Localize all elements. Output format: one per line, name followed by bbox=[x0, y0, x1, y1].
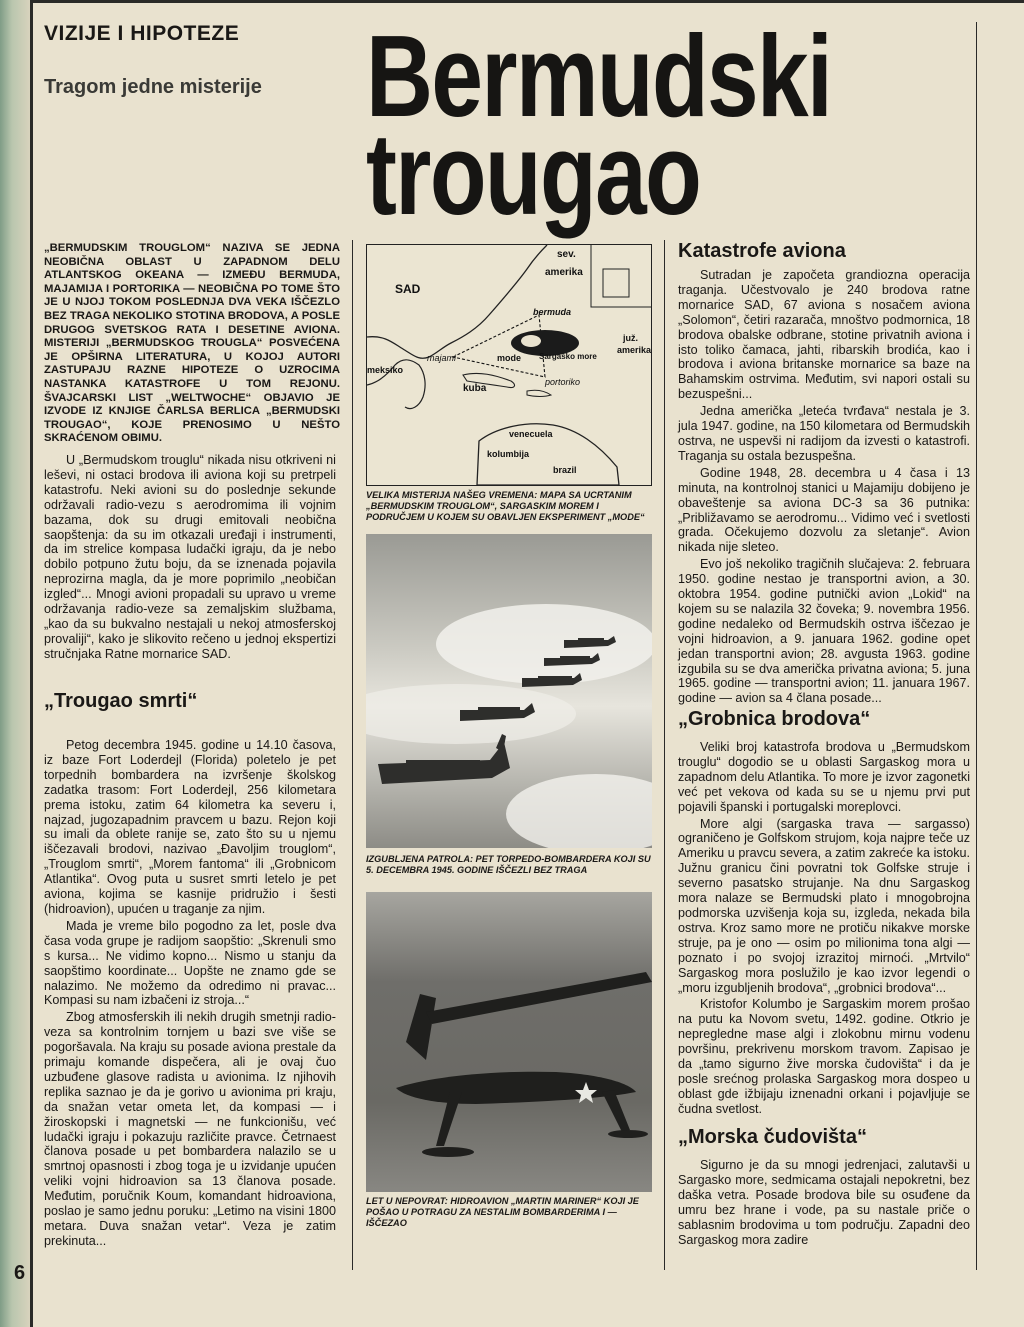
section-label: VIZIJE I HIPOTEZE bbox=[44, 22, 240, 45]
page-number: 6 bbox=[14, 1262, 26, 1284]
paragraph: Evo još nekoliko tragičnih slučajeva: 2. februara 1950. godine nestao je transportni avion, a 30. oktobra 1954. godine putnički avion „Lokid“ na kojem su se nalazila 32 čoveka; 9. novembra 1956. godine nedaleko od Bermudskih ostrva iščezao je vojni hidroavion, a 9. januara 1962. godine opet jedan transportni avion; 28. avgusta 1963. godine izgubila su se dva američka privatna aviona; 5. juna 1965. godine — transportni avion; 11. januara 1967. godine — avion sa 4 člana posade... bbox=[678, 557, 970, 706]
map-label-meksiko: meksiko bbox=[367, 365, 404, 375]
column-1-body bbox=[44, 453, 336, 664]
paragraph: Sigurno je da su mnogi jedrenjaci, zalutavši u Sargasko more, sedmicama ostajali nepokretni, bez daška vetra. Posade brodova bile su osuđene da umru bez hrane i vode, pa su nastale priče o sablasnim brodovima u tom području. Zapadni deo Sargaskog mora zadire bbox=[678, 1158, 970, 1247]
map-label-kuba: kuba bbox=[463, 383, 487, 394]
map-label-amerika: amerika bbox=[545, 267, 583, 278]
article-title-line2: trougao bbox=[366, 109, 701, 239]
paragraph: Mada je vreme bilo pogodno za let, posle dva časa voda grupe je radijom saopštio: „Skrenuli smo s kursa... Ne vidimo kopno... Nismo u stanju da saopštimo koordinate... Uopšte ne znamo gde se nalazimo. Ne možemo da odredimo ni pravac... Kompasi su nam izbačeni iz stroja...“ bbox=[44, 918, 336, 1008]
bermuda-triangle-map bbox=[366, 244, 652, 486]
paragraph: Godine 1948, 28. decembra u 4 časa i 13 minuta, na kontrolnoj stanici u Majamiju dobijeno je obaveštenje sa aviona DC-3 sa 36 putnika: „Približavamo se aerodromu... Vidimo već i svetlosti grada. Očekujemo dozvolu za sletanje“. Avion nikada nije sleteo. bbox=[678, 465, 970, 555]
column-1-body-2 bbox=[44, 738, 336, 1251]
heading-morska-cudovista: „Morska čudovišta“ bbox=[678, 1126, 867, 1148]
paragraph: Veliki broj katastrofa brodova u „Bermudskom trouglu“ dogodio se u oblasti Sargaskog mora u zapadnom delu Atlantika. To more je izvor zagonetki već pet vekova od kada su se u njemu prvi put pojavili španski i portugalski moreplovci. bbox=[678, 740, 970, 814]
map-label-sad: SAD bbox=[395, 282, 421, 296]
paragraph: Sutradan je započeta grandiozna operacija traganja. Učestvovalo je 240 brodova ratne mornarice SAD, 67 aviona s nosačem aviona „Solomon“, četiri razarača, mnoštvo podmornica, 18 brodova obalske odbrane, stotine privatnih aviona i isto toliko čamaca, jahti, ribarskih brodića, kao i brodova i aviona britanske mornarice sa baze na Bahamskim ostrvima. Međutim, svi napori ostali su bezuspešni... bbox=[678, 268, 970, 402]
map-label-sargasko-more: Sargasko more bbox=[539, 352, 597, 361]
magazine-spine bbox=[0, 0, 30, 1327]
bombers-photo bbox=[366, 534, 652, 848]
map-label-kolumbija: kolumbija bbox=[487, 449, 530, 459]
column-3-body-2 bbox=[678, 740, 970, 1119]
paragraph: Kristofor Kolumbo je Sargaskim morem prošao na putu ka Novom svetu, 1492. godine. Otkrio je nepregledne mase algi i zlokobnu mirnu vodenu površinu, prekrivenu morskom travom. Zapisao je da „tamo sigurno žive morska čudovišta“ i da je posle srećnog prolaska Sargaskog mora dospeo u oblast gde ižbijaju iznenadni orkani i pojavljuje se čudna svetlost. bbox=[678, 997, 970, 1116]
paragraph: More algi (sargaska trava — sargasso) ograničeno je Golfskom strujom, koja najpre teče uz Ameriku u pravcu severa, a zatim zakreće ka istoku. Južnu granicu čini povratni tok Golfske struje i severno pasatsko strujanje. Na dnu Sargaskog mora nalaze se Bermudski plato i mnogobrojna podmorska uzvišenja koja su, izgleda, nekada bila ostrva. Kroz samo more ne protiču nikakve morske struje, pa je ono — osim po milionima tona algi — poznato i po svojoj izrazitoj mirnoći. „Mrtvilo“ Sargaskog mora poslužilo je kao izvor legendi o „moru izgubljenih brodova“, „grobnici brodova“... bbox=[678, 816, 970, 995]
column-3-body-3 bbox=[678, 1158, 970, 1249]
paragraph: U „Bermudskom trouglu“ nikada nisu otkriveni ni leševi, ni ostaci brodova ili aviona koji su pretrpeli katastrofu. Neki avioni su do poslednje sekunde održavali radio-vezu s aerodromima ili vojnim bazama, dok su drugi emitovali neobična saopštenja: da su im otkazali uređaji i instrumenti, da im strelice kompasa ludački igraju, da je nebo dobilo potpuno žutu boju, da se iznenada pojavila neprozirna magla, da je more poprimilo „neobičan izgled“... Mnogi avioni propadali su upravo u vreme održavanja radio-veze sa zemaljskim službama, „kao da su bukvalno nestajali u nekoj atmosferskoj provaliji“, kako je slikovito rečeno u jednoj ekspertizi stručnjaka Ratne mornarice SAD. bbox=[44, 453, 336, 661]
article-title-line1: Bermudski bbox=[366, 11, 832, 141]
column-rule-left bbox=[352, 240, 353, 1270]
bombers-caption: IZGUBLJENA PATROLA: PET TORPEDO-BOMBARDERA KOJI SU 5. DECEMBRA 1945. GODINE IŠČEZLI BEZ TRAGA bbox=[366, 854, 651, 875]
map-label-sev: sev. bbox=[557, 249, 576, 260]
mariner-photo bbox=[366, 892, 652, 1192]
map-label-portoriko: portoriko bbox=[545, 377, 581, 387]
map-label-brazil: brazil bbox=[553, 465, 577, 475]
page-edge-rule bbox=[976, 22, 977, 1270]
column-rule-right bbox=[664, 240, 665, 1270]
spine-rule bbox=[30, 0, 33, 1327]
heading-trougao-smrti: „Trougao smrti“ bbox=[44, 690, 198, 712]
article-intro: „BERMUDSKIM TROUGLOM“ NAZIVA SE JEDNA NEOBIČNA OBLAST U ZAPADNOM DELU ATLANTSKOG OKEANA — IZMEĐU BERMUDA, MAJAMIJA I PORTORIKA — NEOBIČNA PO TOME ŠTO JE U NJOJ TOKOM POSLEDNJA DVA VEKA IŠČEZLO BEZ TRAGA NEKOLIKO STOTINA BRODOVA, A POSLE DRUGOG SVETSKOG RATA I DESETINE AVIONA. MISTERIJI „BERMUDSKOG TROUGLA“ POSVEĆENA JE OPŠIRNA LITERATURA, U KOJOJ AUTORI ZASTUPAJU RAZNE HIPOTEZE O UZROCIMA NASTANKA KATASTROFE U TOM REJONU. ŠVAJCARSKI LIST „WELTWOCHE“ OBJAVIO JE IZVODE IZ KNJIGE ČARLSA BERLICA „BERMUDSKI TROUGAO“, KOJE PRENOSIMO U NEŠTO SKRAĆENOM OBIMU. bbox=[44, 242, 340, 445]
column-3-body bbox=[678, 268, 970, 708]
map-label-venecuela: venecuela bbox=[509, 429, 553, 439]
top-rule bbox=[33, 0, 1024, 3]
paragraph: Zbog atmosferskih ili nekih drugih smetnji radio-veza sa kontrolnim tornjem u bazi sve više se pogoršavala. Na kraju su posade aviona prestale da primaju komande dispečera, ali je ovaj čuo uzbuđene glasove radista u avionima. Iz njihovih replika saznao je da je gorivo u avionima pri kraju, da snažan vetar ometa let, da kompasi — i žiroskopski i magnetski — ne funkcionišu, već ludački igraju i pokazuju različite pravce. Četrnaest članova posade u pet bombardera nalazilo se u smrtnoj opasnosti i zbog toga je u izvidanje upućen veliki vojni hidroavion sa 13 članova posade. Međutim, poručnik Koum, komandant hidroaviona, poslao je samo jednu poruku: „Letimo na visini 1800 metara. Duva snažan vetar“. Veza je zatim prekinuta... bbox=[44, 1010, 336, 1248]
paragraph: Jedna američka „leteća tvrđava“ nestala je 3. jula 1947. godine, na 150 kilometara od Bermudskih ostrva, ne uspevši ni radijom da izvesti o katastrofi. Traganja su ostala bezuspešna. bbox=[678, 404, 970, 463]
map-label-bermuda: bermuda bbox=[533, 307, 572, 317]
mariner-caption: LET U NEPOVRAT: HIDROAVION „MARTIN MARINER“ KOJI JE POŠAO U POTRAGU ZA NESTALIM BOMBARDERIMA I — IŠČEZAO bbox=[366, 1196, 639, 1228]
map-label-juz-amerika: amerika bbox=[617, 345, 651, 355]
map-caption: VELIKA MISTERIJA NAŠEG VREMENA: MAPA SA UCRTANIM „BERMUDSKIM TROUGLOM“, SARGASKIM MOREM I PODRUČJEM U KOJEM SU OBAVLJEN EKSPERIMENT „MODE“ bbox=[366, 490, 645, 522]
heading-grobnica-brodova: „Grobnica brodova“ bbox=[678, 708, 871, 730]
map-label-mode: mode bbox=[497, 353, 522, 363]
map-label-juz: juž. bbox=[623, 333, 638, 343]
article-subtitle: Tragom jedne misterije bbox=[44, 76, 262, 98]
paragraph: Petog decembra 1945. godine u 14.10 časova, iz baze Fort Loderdejl (Florida) poletelo je pet torpednih bombardera na izvršenje školskog zadatka trasom: Fort Loderdejl, 256 kilometara prema istoku, zatim 64 kilometra ka severu i, najzad, jugozapadnim pravcem u bazu. Rejon koji su imali da oblete ranije se, zato što su u njemu iščezavali brodovi, nazivao „Đavoljim trouglom“, „Trouglom smrti“, „Morem fantoma“ ili „Grobnicom Atlantika“. Ovog puta u susret smrti letelo je pet aviona, kojima se kasnije pridružio i šesti (hidroavion), upućen u traganje za njim. bbox=[44, 738, 336, 916]
heading-katastrofe-aviona: Katastrofe aviona bbox=[678, 240, 846, 262]
map-label-majami: majami bbox=[427, 353, 457, 363]
